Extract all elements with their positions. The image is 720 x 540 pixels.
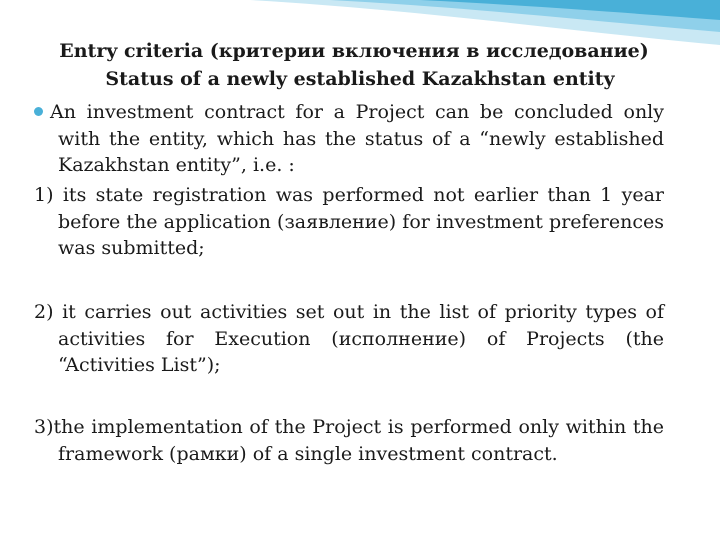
slide-subtitle: Status of a newly established Kazakhstan entity [105,68,615,90]
criterion-item-3: 3)the implementation of the Project is performed only within the framework (рамки) of a single investment contract. [34,416,664,465]
bullet-text: An investment contract for a Project can be concluded only with the entity, which has the status of a “newly established Kazakhstan entity”, i.e. : [50,101,664,176]
criterion-item-2: 2) it carries out activities set out in the list of priority types of activities for Execution (исполнение) of Projects (the “Activities List”); [34,301,664,376]
bullet-paragraph [34,99,664,179]
slide-title: Entry criteria (критерии включения в исследование) [59,40,649,62]
criterion-item-1: 1) its state registration was performed not earlier than 1 year before the application (заявление) for investment preferences was submitted; [34,184,664,259]
bullet-icon [34,107,43,116]
